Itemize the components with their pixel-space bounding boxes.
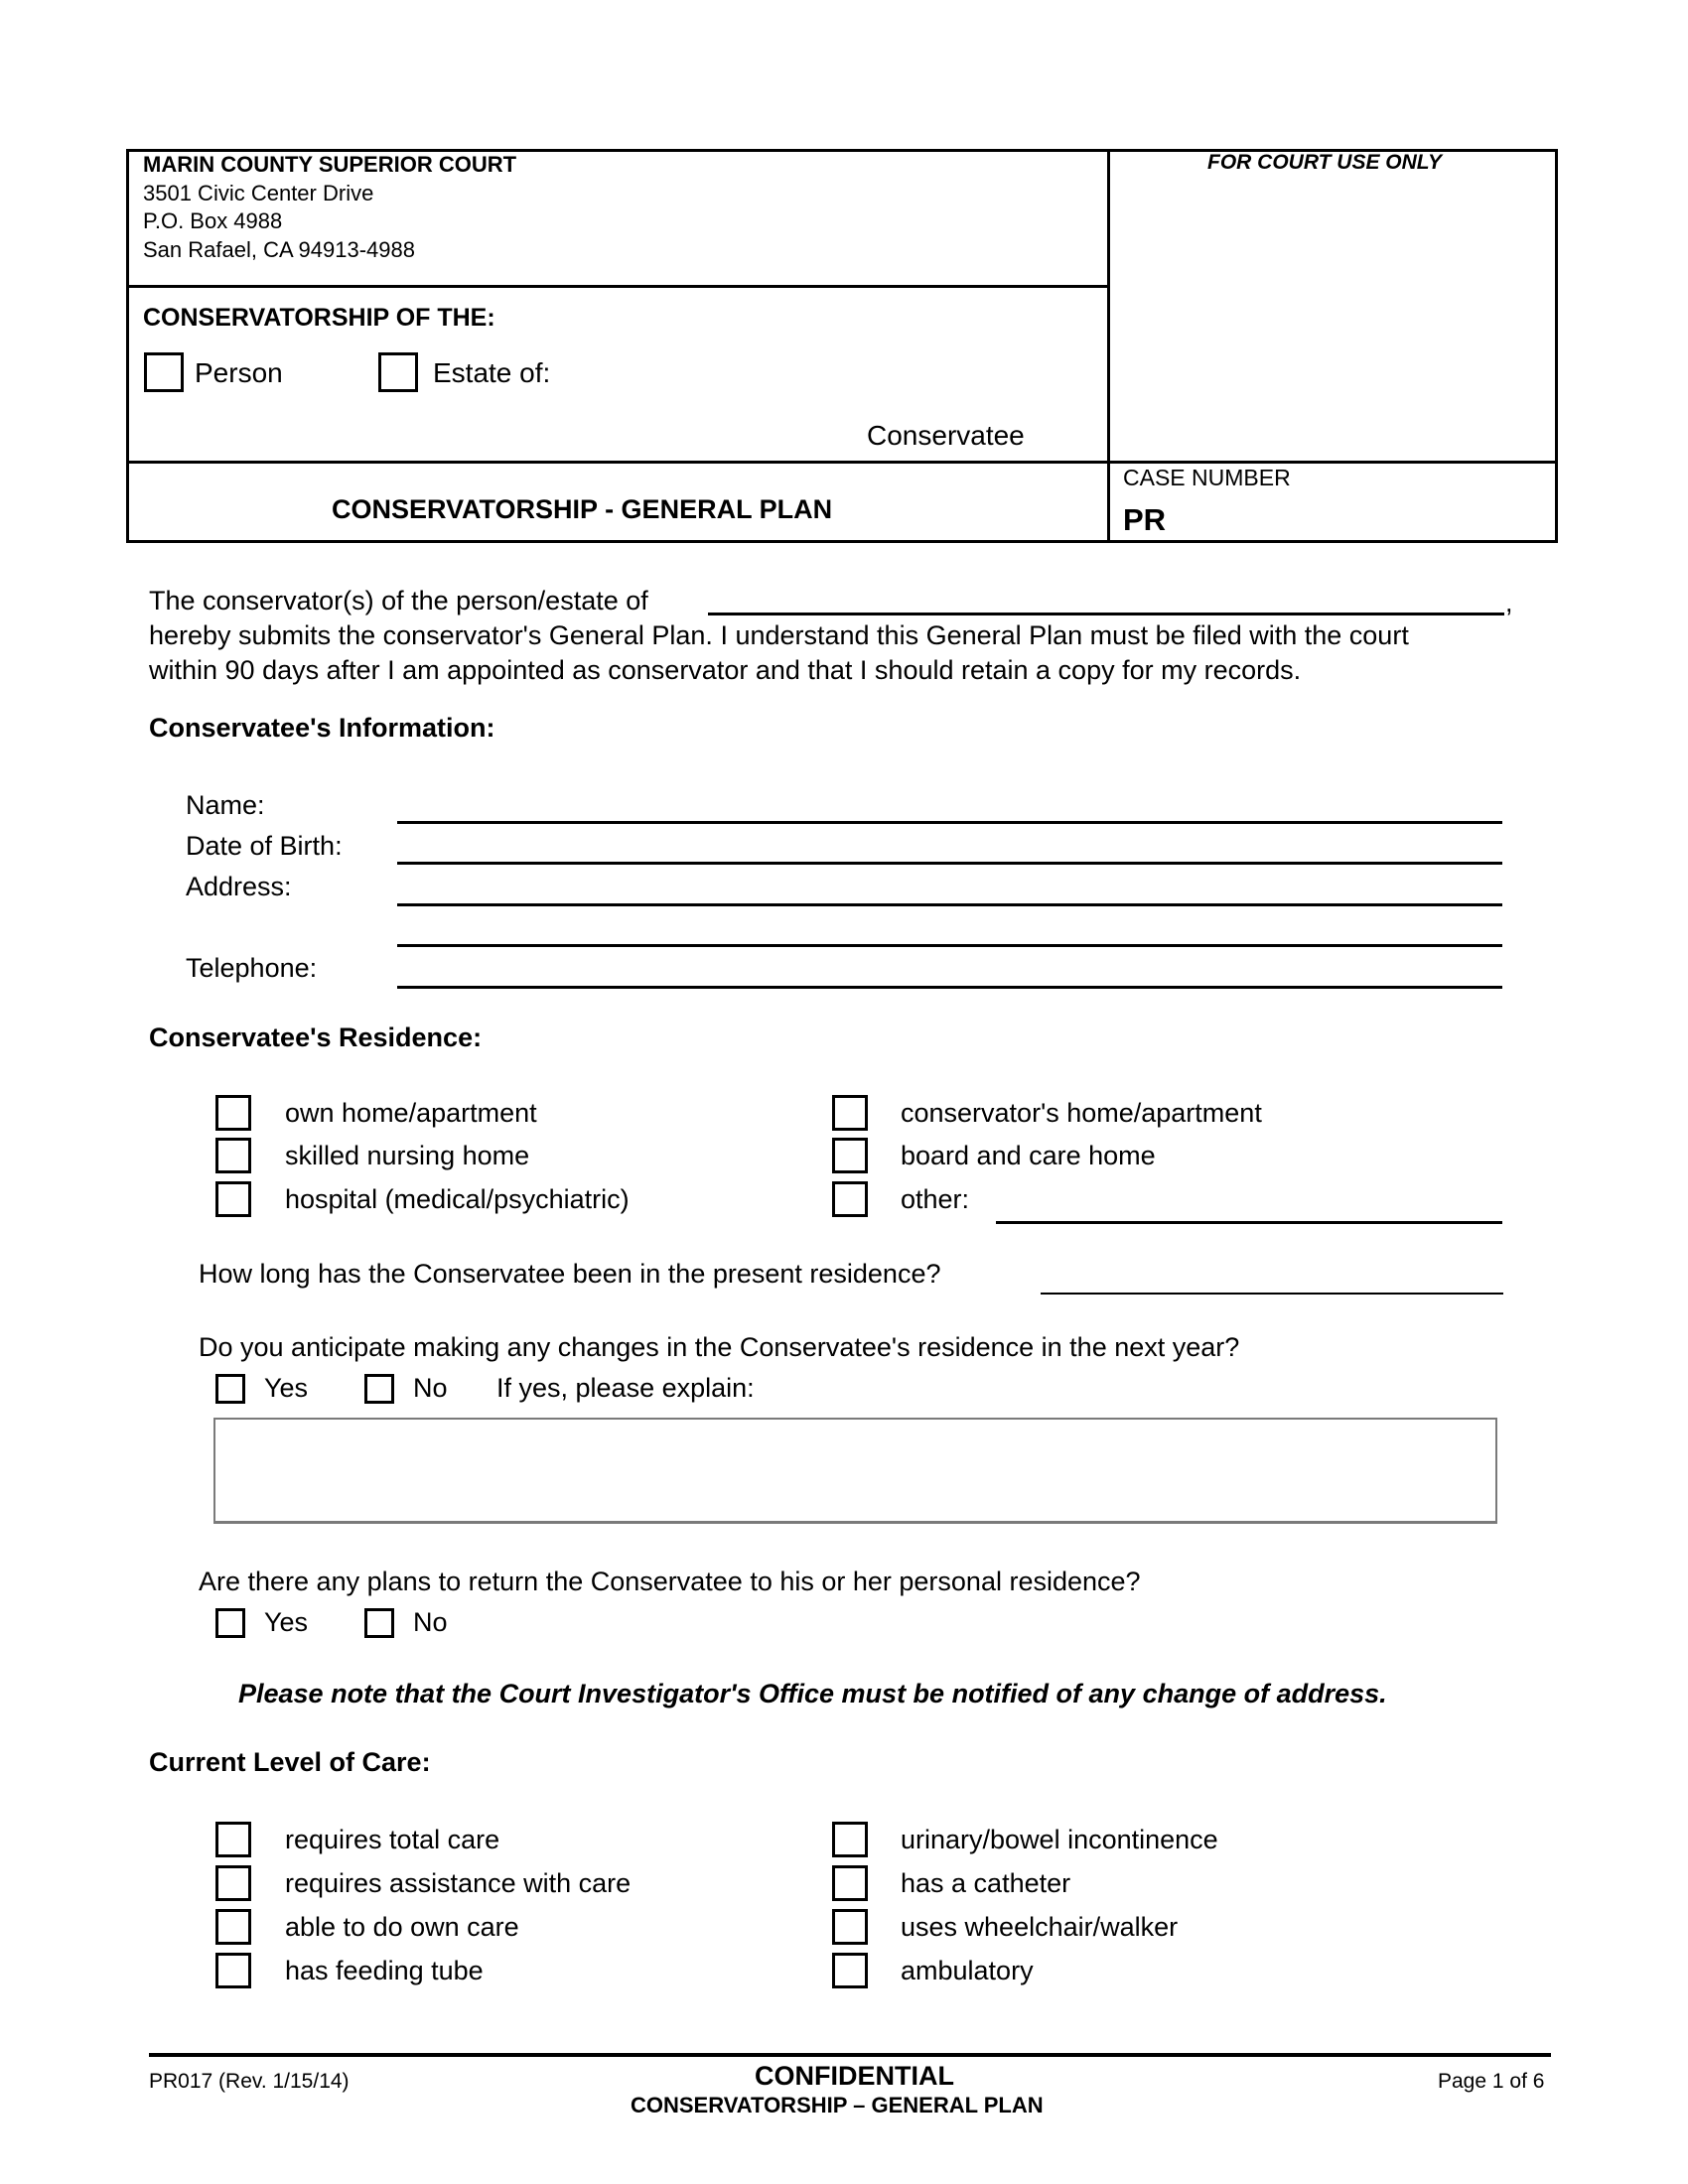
care-wheelchair-label: uses wheelchair/walker — [901, 1912, 1179, 1942]
care-catheter-checkbox[interactable] — [832, 1865, 868, 1901]
estate-label: Estate of: — [433, 357, 551, 388]
changes-no-label: No — [413, 1373, 448, 1403]
care-wheelchair-checkbox[interactable] — [832, 1909, 868, 1945]
return-yes-checkbox[interactable] — [215, 1608, 245, 1638]
care-feeding-tube-label: has feeding tube — [285, 1956, 484, 1985]
residence-board-care-label: board and care home — [901, 1141, 1156, 1170]
caption-divider-title — [126, 461, 1558, 464]
dob-field[interactable] — [397, 862, 1502, 865]
dob-label: Date of Birth: — [186, 831, 343, 861]
care-feeding-tube-checkbox[interactable] — [215, 1953, 251, 1988]
footer-confidential: CONFIDENTIAL — [755, 2061, 954, 2091]
changes-question: Do you anticipate making any changes in the Conservatee's residence in the next year? — [199, 1332, 1240, 1362]
care-total-care-checkbox[interactable] — [215, 1822, 251, 1857]
court-address-line-2: P.O. Box 4988 — [143, 208, 283, 233]
care-ambulatory-label: ambulatory — [901, 1956, 1034, 1985]
changes-yes-label: Yes — [264, 1373, 309, 1403]
changes-explain-label: If yes, please explain: — [496, 1373, 755, 1403]
footer-page-number: Page 1 of 6 — [1438, 2070, 1545, 2093]
name-label: Name: — [186, 790, 265, 820]
return-no-checkbox[interactable] — [364, 1608, 394, 1638]
conservatee-label: Conservatee — [867, 420, 1025, 451]
court-address-line-3: San Rafael, CA 94913-4988 — [143, 237, 415, 262]
case-number-prefix[interactable]: PR — [1123, 502, 1167, 537]
telephone-field[interactable] — [397, 986, 1502, 989]
footer-subtitle: CONSERVATORSHIP – GENERAL PLAN — [631, 2093, 1044, 2117]
return-no-label: No — [413, 1607, 448, 1637]
residence-other-checkbox[interactable] — [832, 1181, 868, 1217]
residence-skilled-nursing-label: skilled nursing home — [285, 1141, 530, 1170]
residence-other-field[interactable] — [996, 1221, 1502, 1224]
residence-heading: Conservatee's Residence: — [149, 1023, 483, 1052]
intro-line-1-comma: , — [1505, 588, 1513, 617]
change-of-address-notice: Please note that the Court Investigator's Office must be notified of any change of address. — [238, 1679, 1387, 1708]
caption-divider-vertical — [1107, 149, 1110, 543]
court-name: MARIN COUNTY SUPERIOR COURT — [143, 152, 517, 177]
residence-hospital-checkbox[interactable] — [215, 1181, 251, 1217]
care-own-care-checkbox[interactable] — [215, 1909, 251, 1945]
address-field-line-1[interactable] — [397, 903, 1502, 906]
residence-board-care-checkbox[interactable] — [832, 1138, 868, 1173]
caption-box — [126, 149, 1558, 543]
how-long-field[interactable] — [1041, 1293, 1503, 1295]
return-question: Are there any plans to return the Conservatee to his or her personal residence? — [199, 1567, 1141, 1596]
court-use-only-label: FOR COURT USE ONLY — [1207, 151, 1443, 174]
care-ambulatory-checkbox[interactable] — [832, 1953, 868, 1988]
return-yes-label: Yes — [264, 1607, 309, 1637]
residence-own-home-label: own home/apartment — [285, 1098, 537, 1128]
care-total-care-label: requires total care — [285, 1825, 500, 1854]
changes-yes-checkbox[interactable] — [215, 1374, 245, 1404]
footer-rule — [149, 2053, 1551, 2057]
conservatorship-of-label: CONSERVATORSHIP OF THE: — [143, 304, 495, 332]
residence-hospital-label: hospital (medical/psychiatric) — [285, 1184, 630, 1214]
address-field-line-2[interactable] — [397, 944, 1502, 947]
person-checkbox[interactable] — [144, 352, 184, 392]
conservatee-info-heading: Conservatee's Information: — [149, 713, 495, 743]
name-field[interactable] — [397, 821, 1502, 824]
care-assistance-checkbox[interactable] — [215, 1865, 251, 1901]
conservatee-name-intro-field[interactable] — [708, 613, 1504, 615]
estate-checkbox[interactable] — [378, 352, 418, 392]
residence-conservators-home-checkbox[interactable] — [832, 1095, 868, 1131]
care-catheter-label: has a catheter — [901, 1868, 1071, 1898]
form-title: CONSERVATORSHIP - GENERAL PLAN — [332, 494, 833, 524]
residence-conservators-home-label: conservator's home/apartment — [901, 1098, 1262, 1128]
caption-divider-court — [126, 285, 1109, 288]
footer-form-id: PR017 (Rev. 1/15/14) — [149, 2070, 350, 2093]
care-incontinence-checkbox[interactable] — [832, 1822, 868, 1857]
telephone-label: Telephone: — [186, 953, 318, 983]
care-assistance-label: requires assistance with care — [285, 1868, 632, 1898]
intro-line-1: The conservator(s) of the person/estate of — [149, 586, 648, 615]
residence-own-home-checkbox[interactable] — [215, 1095, 251, 1131]
residence-skilled-nursing-checkbox[interactable] — [215, 1138, 251, 1173]
intro-line-3: within 90 days after I am appointed as conservator and that I should retain a copy for my records. — [149, 655, 1302, 685]
care-own-care-label: able to do own care — [285, 1912, 519, 1942]
court-address-line-1: 3501 Civic Center Drive — [143, 181, 374, 205]
intro-line-2: hereby submits the conservator's General Plan. I understand this General Plan must be filed with the court — [149, 620, 1409, 650]
changes-explain-textarea[interactable] — [213, 1418, 1497, 1524]
care-incontinence-label: urinary/bowel incontinence — [901, 1825, 1218, 1854]
care-level-heading: Current Level of Care: — [149, 1747, 431, 1777]
residence-other-label: other: — [901, 1184, 970, 1214]
changes-no-checkbox[interactable] — [364, 1374, 394, 1404]
address-label: Address: — [186, 872, 292, 901]
person-label: Person — [195, 357, 283, 388]
how-long-question: How long has the Conservatee been in the present residence? — [199, 1259, 941, 1289]
case-number-label: CASE NUMBER — [1123, 465, 1291, 490]
